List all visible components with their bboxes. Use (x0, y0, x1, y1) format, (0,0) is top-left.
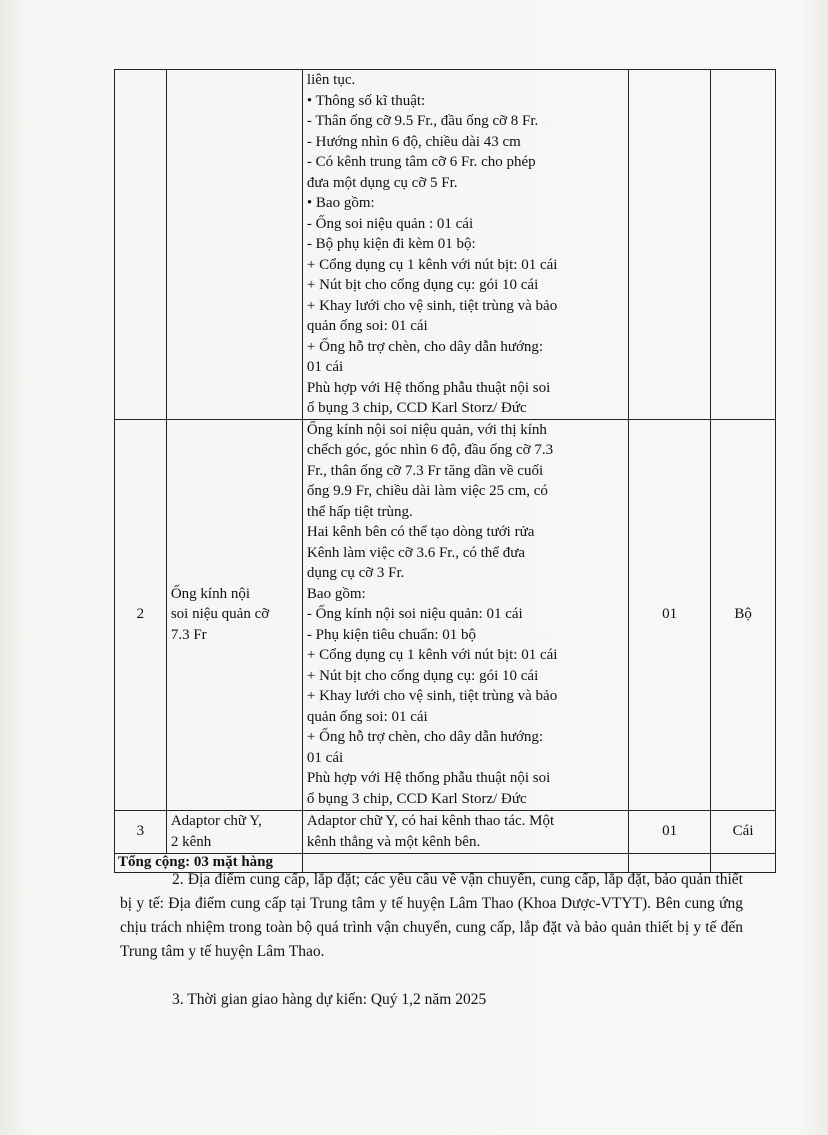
description-line: + Nút bịt cho cổng dụng cụ: gói 10 cái (306, 277, 539, 293)
total-label: Tổng cộng: 03 mặt hàng (115, 853, 303, 872)
row-quantity: 01 (629, 810, 711, 853)
row-stt: 3 (115, 810, 167, 853)
description-line: Ống kính nội soi niệu quản, với thị kính (306, 421, 547, 438)
row-item-name (166, 810, 302, 853)
item-name-line: Adaptor chữ Y, (170, 813, 262, 829)
table-row (115, 810, 776, 853)
row-description (302, 810, 628, 853)
delivery-time-paragraph: 3. Thời gian giao hàng dự kiến: Quý 1,2 năm 2025 (172, 991, 487, 1008)
row-description (302, 70, 628, 420)
description-line: + Ống hỗ trợ chèn, cho dây dẫn hướng: (306, 338, 544, 355)
description-line: + Khay lưới cho vệ sinh, tiệt trùng và bảo (306, 297, 558, 314)
row-unit (711, 70, 776, 420)
description-line: liên tục. (306, 72, 356, 88)
description-line: Phù hợp với Hệ thống phẫu thuật nội soi (306, 770, 551, 786)
description-line: + Cổng dụng cụ 1 kênh với nút bịt: 01 cái (306, 256, 558, 273)
description-line: • Bao gồm: (306, 195, 375, 211)
description-line: Adaptor chữ Y, có hai kênh thao tác. Một (306, 813, 555, 829)
description-line: quản ống soi: 01 cái (306, 318, 428, 334)
description-line: 01 cái (306, 749, 344, 766)
description-line: ống 9.9 Fr, chiều dài làm việc 25 cm, có (306, 483, 548, 499)
description-line: đưa một dụng cụ cỡ 5 Fr. (306, 174, 458, 191)
description-line: + Ống hỗ trợ chèn, cho dây dẫn hướng: (306, 729, 544, 745)
description-line: • Thông số kĩ thuật: (306, 92, 426, 109)
description-line: - Ống kính nội soi niệu quản: 01 cái (306, 606, 523, 622)
description-line: Fr., thân ống cỡ 7.3 Fr tăng dần về cuối (306, 462, 544, 479)
row-quantity (629, 70, 711, 420)
description-line: - Hướng nhìn 6 độ, chiều dài 43 cm (306, 133, 521, 150)
description-line: thể hấp tiệt trùng. (306, 503, 413, 520)
table-row (115, 419, 776, 810)
item-name-line: 7.3 Fr (170, 626, 207, 643)
item-name-line: soi niệu quản cỡ (170, 606, 270, 623)
row-description (302, 419, 628, 810)
item-name-line: 2 kênh (170, 833, 212, 850)
row-quantity: 01 (629, 419, 711, 810)
description-line: - Phụ kiện tiêu chuẩn: 01 bộ (306, 626, 477, 643)
description-line: - Có kênh trung tâm cỡ 6 Fr. cho phép (306, 154, 536, 170)
description-line: - Bộ phụ kiện đi kèm 01 bộ: (306, 236, 476, 252)
description-line: - Ống soi niệu quản : 01 cái (306, 215, 474, 232)
delivery-location-paragraph: 2. Địa điểm cung cấp, lắp đặt; các yêu cầu về vận chuyển, cung cấp, lắp đặt, bảo quản thiết bị y tế: Địa điểm cung cấp tại Trung tâm y tế huyện Lâm Thao (Khoa Dược-VTYT). Bên cung ứng chịu trách nhiệm trong toàn bộ quá trình vận chuyển, cung cấp, lắp đặt và bảo quản thiết bị y tế đến Trung tâm y tế huyện Lâm Thao. (120, 871, 743, 960)
description-line: + Khay lưới cho vệ sinh, tiệt trùng và bảo (306, 688, 558, 704)
row-stt: 2 (115, 419, 167, 810)
row-stt (115, 70, 167, 420)
description-line: quản ống soi: 01 cái (306, 708, 428, 725)
table-row (115, 70, 776, 420)
description-line: Kênh làm việc cỡ 3.6 Fr., có thể đưa (306, 544, 525, 561)
description-line: ổ bụng 3 chip, CCD Karl Storz/ Đức (306, 790, 527, 807)
item-name-line: Ống kính nội (170, 585, 250, 602)
description-line: + Cổng dụng cụ 1 kênh với nút bịt: 01 cái (306, 647, 558, 663)
row-item-name (166, 419, 302, 810)
description-line: ổ bụng 3 chip, CCD Karl Storz/ Đức (306, 400, 527, 416)
description-line: + Nút bịt cho cổng dụng cụ: gói 10 cái (306, 667, 539, 684)
row-unit: Bộ (711, 419, 776, 810)
equipment-spec-table (114, 69, 776, 873)
description-line: dụng cụ cỡ 3 Fr. (306, 565, 405, 581)
description-line: chếch góc, góc nhìn 6 độ, đầu ống cỡ 7.3 (306, 442, 554, 458)
description-line: Hai kênh bên có thể tạo dòng tưới rửa (306, 524, 535, 540)
row-item-name (166, 70, 302, 420)
description-line: Bao gồm: (306, 585, 366, 602)
description-line: Phù hợp với Hệ thống phẫu thuật nội soi (306, 379, 551, 396)
row-unit: Cái (711, 810, 776, 853)
description-line: kênh thẳng và một kênh bên. (306, 833, 481, 850)
description-line: 01 cái (306, 359, 344, 375)
description-line: - Thân ống cỡ 9.5 Fr., đầu ống cỡ 8 Fr. (306, 113, 539, 129)
